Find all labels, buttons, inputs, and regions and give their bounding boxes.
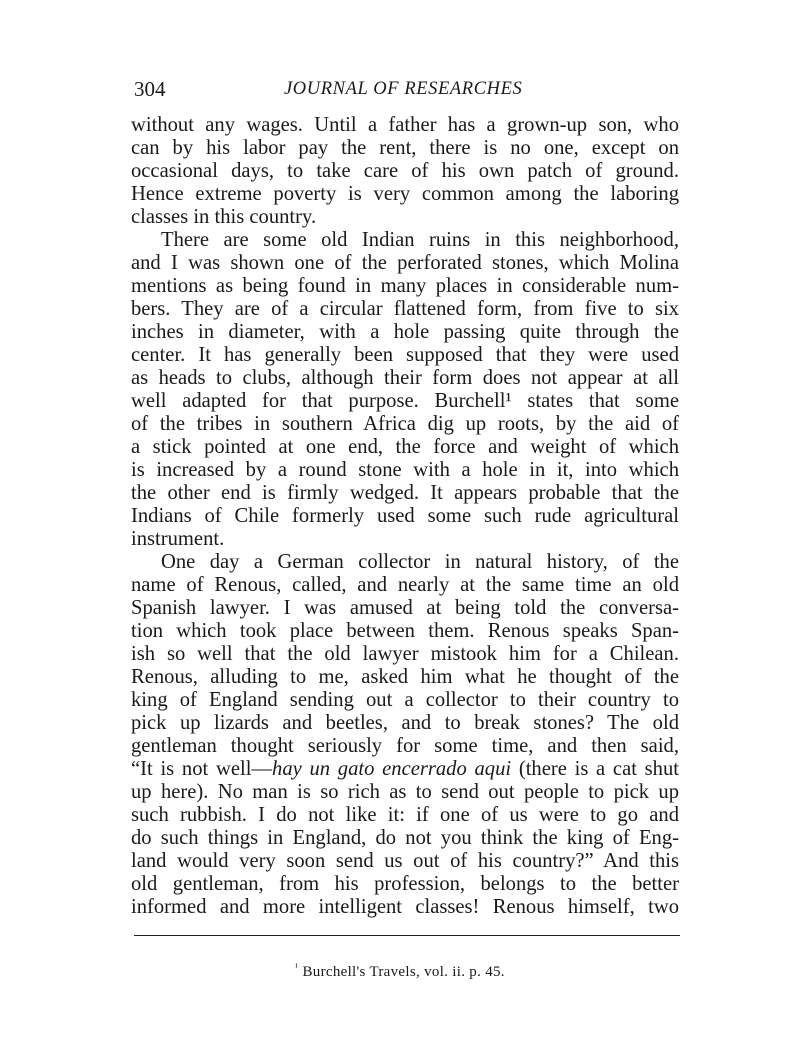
text-line: There are some old Indian ruins in this neighborhood,	[161, 229, 679, 251]
text-line: Renous, alluding to me, asked him what he thought of the	[131, 666, 679, 688]
text-line: old gentleman, from his profession, belongs to the better	[131, 873, 679, 895]
text-line: without any wages. Until a father has a grown-up son, who	[131, 114, 679, 136]
text-line: can by his labor pay the rent, there is no one, except on	[131, 137, 679, 159]
text-line: center. It has generally been supposed that they were used	[131, 344, 679, 366]
text-line: tion which took place between them. Renous speaks Span-	[131, 620, 679, 642]
text-line: do such things in England, do not you think the king of Eng-	[131, 827, 679, 849]
text-line: pick up lizards and beetles, and to break stones? The old	[131, 712, 679, 734]
text-line: Indians of Chile formerly used some such rude agricultural	[131, 505, 679, 527]
text-line: as heads to clubs, although their form does not appear at all	[131, 367, 679, 389]
footnote	[0, 958, 800, 982]
text-line: name of Renous, called, and nearly at the same time an old	[131, 574, 679, 596]
text-line: Hence extreme poverty is very common among the laboring	[131, 183, 679, 205]
footnote-text: Burchell's Travels, vol. ii. p. 45.	[302, 964, 505, 980]
text-line: mentions as being found in many places in considerable num-	[131, 275, 679, 297]
text-segment: (there is a cat shut	[511, 758, 679, 780]
footnote-rule	[134, 935, 680, 937]
text-line: informed and more intelligent classes! Renous himself, two	[131, 896, 679, 918]
page-header	[134, 74, 680, 104]
text-line: Spanish lawyer. I was amused at being told the conversa-	[131, 597, 679, 619]
text-segment: “It is not well—	[131, 758, 273, 780]
page-number: 304	[134, 77, 166, 101]
body-text	[131, 114, 679, 919]
text-line: king of England sending out a collector to their country to	[131, 689, 679, 711]
text-line: classes in this country.	[131, 206, 317, 228]
text-line: up here). No man is so rich as to send out people to pick up	[131, 781, 679, 803]
text-line: the other end is firmly wedged. It appears probable that the	[131, 482, 679, 504]
text-line: gentleman thought seriously for some time, and then said,	[131, 735, 679, 757]
text-line: occasional days, to take care of his own patch of ground.	[131, 160, 679, 182]
text-line-with-italic	[131, 758, 679, 781]
text-line: a stick pointed at one end, the force and weight of which	[131, 436, 679, 458]
text-line: bers. They are of a circular flattened form, from five to six	[131, 298, 679, 320]
footnote-mark: ¹	[295, 962, 299, 973]
text-line: land would very soon send us out of his country?” And this	[131, 850, 679, 872]
text-line: is increased by a round stone with a hole in it, into which	[131, 459, 679, 481]
running-title: JOURNAL OF RESEARCHES	[284, 79, 523, 99]
text-line: well adapted for that purpose. Burchell¹ states that some	[131, 390, 679, 412]
text-line: such rubbish. I do not like it: if one of us were to go and	[131, 804, 679, 826]
text-line: and I was shown one of the perforated stones, which Molina	[131, 252, 679, 274]
text-line: inches in diameter, with a hole passing quite through the	[131, 321, 679, 343]
italic-phrase: hay un gato encerrado aqui	[272, 758, 512, 780]
text-line: instrument.	[131, 528, 225, 550]
text-line: One day a German collector in natural history, of the	[161, 551, 679, 573]
text-line: ish so well that the old lawyer mistook him for a Chilean.	[131, 643, 679, 665]
text-line: of the tribes in southern Africa dig up roots, by the aid of	[131, 413, 679, 435]
